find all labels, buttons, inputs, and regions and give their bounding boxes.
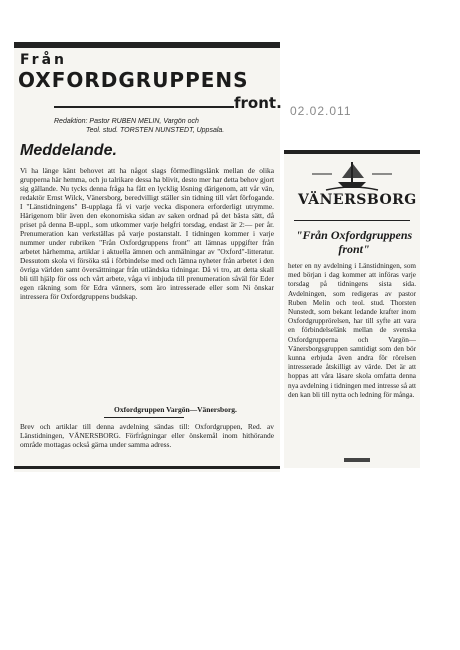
article-heading: Meddelande. [20, 142, 117, 159]
article-signature: Oxfordgruppen Vargön—Vänersborg. [114, 405, 237, 414]
masthead-suffix: front. [234, 94, 282, 112]
logo-rule [294, 220, 410, 221]
editors-line-1: Redaktion: Pastor RUBEN MELIN, Vargön och [54, 118, 199, 125]
article2-body: heter en ny avdelning i Länstidningen, som med början i dag kommer att införas varje torsdag på tidningens sista sida. Avdelningen, som redigeras av pastor Ruben Melin och teol. stud. Thorsten Nunstedt, som bekant ledande krafter inom Oxfordgrupprörelsen, har till syfte att vara en förbindelselänk mellan de svenska Oxfordgrupperna och Vargön—Vänersborgsgruppen samtidigt som den bör kunna erbjuda även andra för rörelsen intresserade åtskilligt av värde. Det är att hoppas att våra läsare skola omfatta denna nya avdelning i tidningen med intresse så att den kan bli till nytta och ledning för många. [288, 262, 416, 399]
newspaper-logo [298, 156, 417, 216]
article-footer: Brev och artiklar till denna avdelning sändas till: Oxfordgruppen, Red. av Länstidningen, VÄNERSBORG. Förfrågningar eller önskemål inom hithörande område mottagas också gärna under samma adress. [20, 422, 274, 449]
kicker: Från [20, 52, 67, 68]
end-mark [344, 458, 370, 462]
oxford-article-clipping [14, 42, 280, 472]
editors-line-2: Teol. stud. TORSTEN NUNSTEDT, Uppsala. [86, 127, 225, 134]
article2-headline: "Från Oxfordgruppens front" [295, 228, 413, 256]
top-rule [14, 42, 280, 48]
signature-rule [104, 417, 184, 418]
vanersborg-clipping [284, 150, 420, 468]
newspaper-name: VÄNERSBORG [298, 192, 417, 208]
bottom-rule [14, 466, 280, 469]
date-stamp: 02.02.011 [290, 104, 352, 118]
masthead-underline [54, 106, 234, 108]
clip2-top-rule [284, 150, 420, 154]
ship-emblem-icon [298, 156, 406, 192]
masthead-title: OXFORDGRUPPENS [18, 68, 249, 92]
article-body: Vi ha länge känt behovet att ha något slags förmedlingslänk mellan de olika grupperna här hemma, och ju talrikare dessa ha blivit, desto mer har detta behov gjort sig gällande. Nu tycks denna fråga ha fått en lycklig lösning därigenom, att vår vän, redaktör Ernst Wilck, Vänersborg, beredvilligt ställer sin tidning till vårt förfogande. I "Länstidningens" B-upplaga få vi varje vecka disponera erforderligt utrymme. Härigenom blir även den ekonomiska sidan av saken ordnad på det bästa sätt, då priset på denna B-uppl., som utkommer varje helgfri torsdag, endast är 2:— per år. Prenumeration kan verkställas på varje postanstalt. I tidningen kommer i varje nummer under rubriken "Från Oxfordgruppens front" att lämnas uppgifter från arbetet härhemma, artiklar i aktuella ämnen och anmälningar av "Oxford"-litteratur. Dessutom skola vi försöka stå i förbindelse med och lämna nyheter från arbetet i den övriga världen samt översättningar från utländska tidningar. Då vi tro, att detta skall bli till hjälp för oss och vårt arbete, våga vi inbjuda till prenumeration såväl för Eder egen räkning som för Edra vänners, som äro intresserade eller som Ni önskar intressera för Oxfordgruppens budskap. [20, 166, 274, 301]
